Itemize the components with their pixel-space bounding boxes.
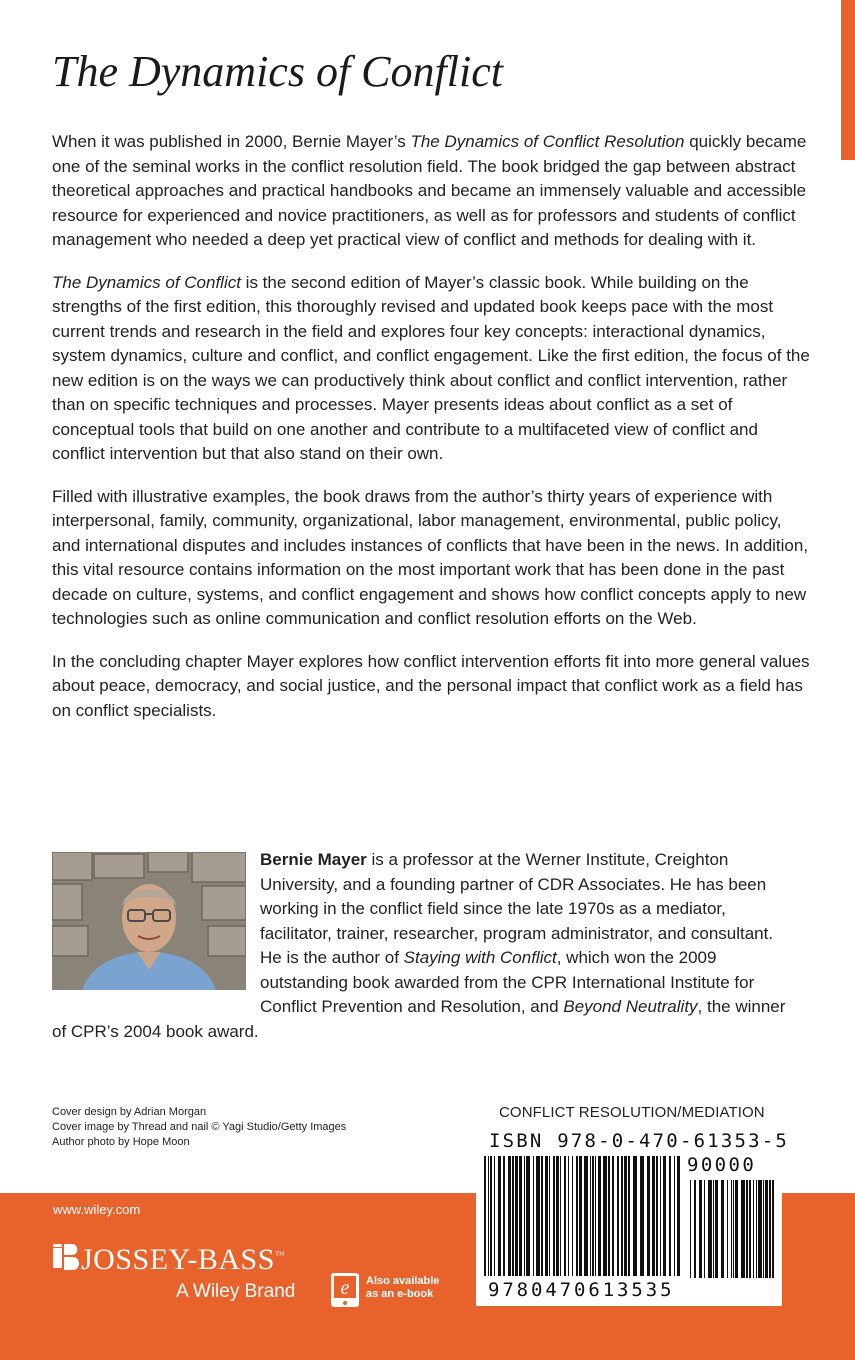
description-paragraph-1: When it was published in 2000, Bernie Mayer’s The Dynamics of Conflict Resolution quickly became one of the seminal works in the conflict resolution field. The book bridged the gap between abstract theoretical approaches and practical handbooks and became an immensely valuable and accessible resource for experienced and novice practitioners, as well as for professors and students of conflict management who needed a deep yet practical view of conflict and methods for dealing with it. [52,132,807,249]
author-bio [52,848,792,1044]
ebook-icon [330,1272,360,1308]
publisher-logo [53,1242,285,1277]
first-edition-title: The Dynamics of Conflict Resolution [410,132,685,151]
credit-photo: Author photo by Hope Moon [52,1136,190,1148]
credit-design: Cover design by Adrian Morgan [52,1106,207,1118]
barcode-number: 9780470613535 [488,1279,675,1301]
cover-credits [52,1105,346,1150]
price-code: 90000 [687,1154,757,1176]
description-paragraph-3: Filled with illustrative examples, the book draws from the author’s thirty years of experience with interpersonal, family, community, organizational, labor management, environmental, public policy, and international disputes and includes instances of conflicts that have been in the news. In addition, this vital resource contains information on the most important work that has been done in the past decade on culture, systems, and conflict engagement and shows how conflict concepts apply to new technologies such as online communication and conflict resolution efforts on the Web. [52,486,809,628]
author-name: Bernie Mayer [260,850,367,869]
description-paragraph-4: In the concluding chapter Mayer explores how conflict intervention efforts fit into more general values about peace, democracy, and social justice, and the personal impact that conflict work as a field has on conflict specialists. [52,651,810,720]
svg-text:e: e [340,1277,350,1299]
publisher-name: JOSSEY-BASS™ [81,1242,286,1276]
subject-category: CONFLICT RESOLUTION/MEDIATION [499,1104,765,1121]
book-description [52,130,812,741]
book-staying-with-conflict: Staying with Conflict [403,948,557,967]
author-photo [52,852,246,990]
description-paragraph-2: The Dynamics of Conflict is the second edition of Mayer’s classic book. While building on the strengths of the first edition, this thoroughly revised and updated book keeps pace with the most current trends and research in the field and explores four key concepts: interactional dynamics, system dynamics, culture and conflict, and conflict engagement. Like the first edition, the focus of the new edition is on the ways we can productively think about conflict and conflict intervention, rather than on specific techniques and processes. Mayer presents ideas about conflict as a set of conceptual tools that build on one another and contribute to a multifaceted view of conflict and conflict intervention but that also stand on their own. [52,272,810,463]
ebook-availability: Also available as an e-book [366,1275,440,1300]
wiley-brand-line: A Wiley Brand [176,1281,296,1302]
book-beyond-neutrality: Beyond Neutrality [563,997,698,1016]
book-title: The Dynamics of Conflict [52,47,503,96]
isbn-text: ISBN 978-0-470-61353-5 [489,1130,790,1152]
jb-logo-icon [53,1242,81,1277]
bio-text: Bernie Mayer is a professor at the Werner Institute, Creighton University, and a founding partner of CDR Associates. He has been working in the conflict field since the late 1970s as a mediator, facilitator, trainer, researcher, program administrator, and consultant. He is the author of Staying with Conflict, which won the 2009 outstanding book awarded from the CPR International Institute for Conflict Prevention and Resolution, and Beyond Neutrality, the winner of CPR’s 2004 book award. [52,850,786,1041]
edge-color-strip [841,0,855,160]
credit-image: Cover image by Thread and nail © Yagi Studio/Getty Images [52,1121,347,1133]
book-title-inline: The Dynamics of Conflict [52,272,241,292]
website-link[interactable]: www.wiley.com [53,1202,141,1217]
